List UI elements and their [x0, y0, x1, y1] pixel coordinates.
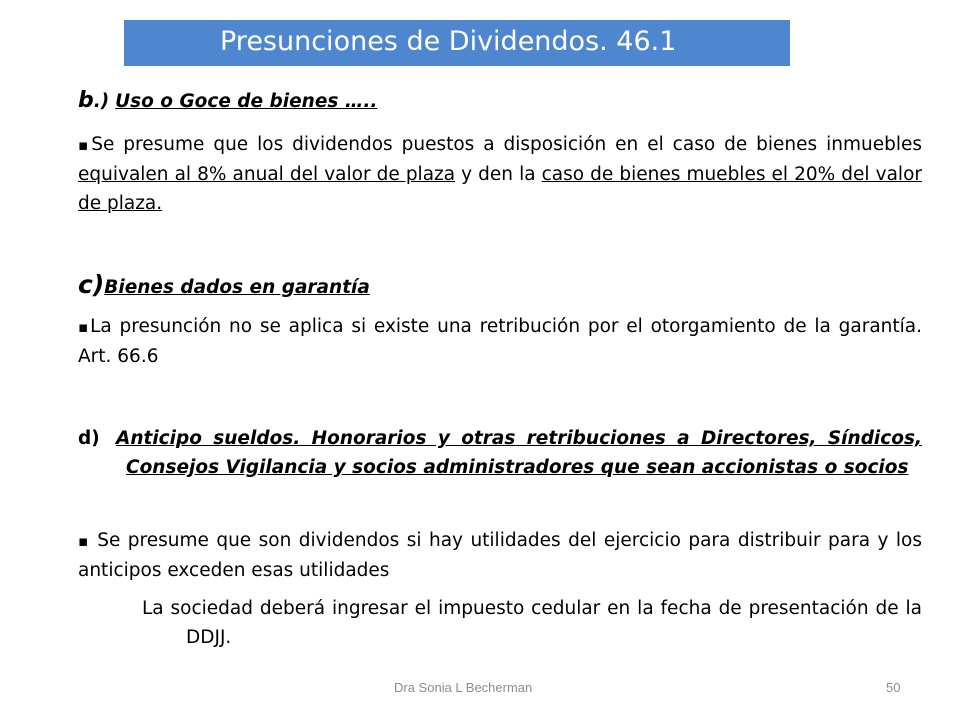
footer-author: Dra Sonia L Becherman	[394, 680, 533, 695]
section-c-letter: c)	[78, 270, 105, 299]
section-b-para-mid: y den la	[455, 164, 542, 185]
square-bullet-icon: ▪	[78, 318, 91, 336]
section-b-para-underlined-2: caso de bienes muebles el 20% del valor de plaza.	[78, 164, 922, 214]
section-b-para-underlined-1: equivalen al 8% anual del valor de plaza	[78, 164, 456, 185]
section-b-letter: b	[78, 88, 94, 113]
section-b-paragraph	[78, 130, 922, 218]
section-d-paragraph	[78, 526, 922, 585]
section-c-heading	[78, 270, 922, 302]
title-bar	[124, 20, 790, 66]
section-c-paragraph	[78, 312, 922, 371]
section-b-heading	[78, 86, 922, 116]
section-c-para: La presunción no se aplica si existe una retribución por el otorgamiento de la garantía. Art. 66.6	[78, 316, 922, 367]
section-d-heading	[78, 424, 922, 482]
section-b-para-intro: Se presume que los dividendos puestos a disposición en el caso de bienes inmuebles	[91, 134, 922, 155]
slide-title: Presunciones de Dividendos. 46.1	[220, 26, 677, 57]
square-bullet-icon: ▪	[78, 136, 92, 154]
section-d-letter: d)	[78, 428, 100, 449]
section-d-heading-text: Anticipo sueldos. Honorarios y otras retribuciones a Directores, Síndicos, Consejos Vigilancia y socios administradores que sean accionistas o socios	[116, 428, 922, 478]
page-number: 50	[886, 680, 901, 695]
section-c-heading-text: Bienes dados en garantía	[104, 277, 370, 298]
section-b-heading-text: Uso o Goce de bienes …..	[115, 91, 378, 112]
square-bullet-icon: ▪	[78, 532, 90, 550]
section-b-letter-suffix: .)	[93, 91, 110, 112]
section-d-para: Se presume que son dividendos si hay utilidades del ejercicio para distribuir para y los anticipos exceden esas utilidades	[78, 530, 922, 581]
section-d-note: La sociedad deberá ingresar el impuesto cedular en la fecha de presentación de la DDJJ.	[142, 598, 922, 648]
